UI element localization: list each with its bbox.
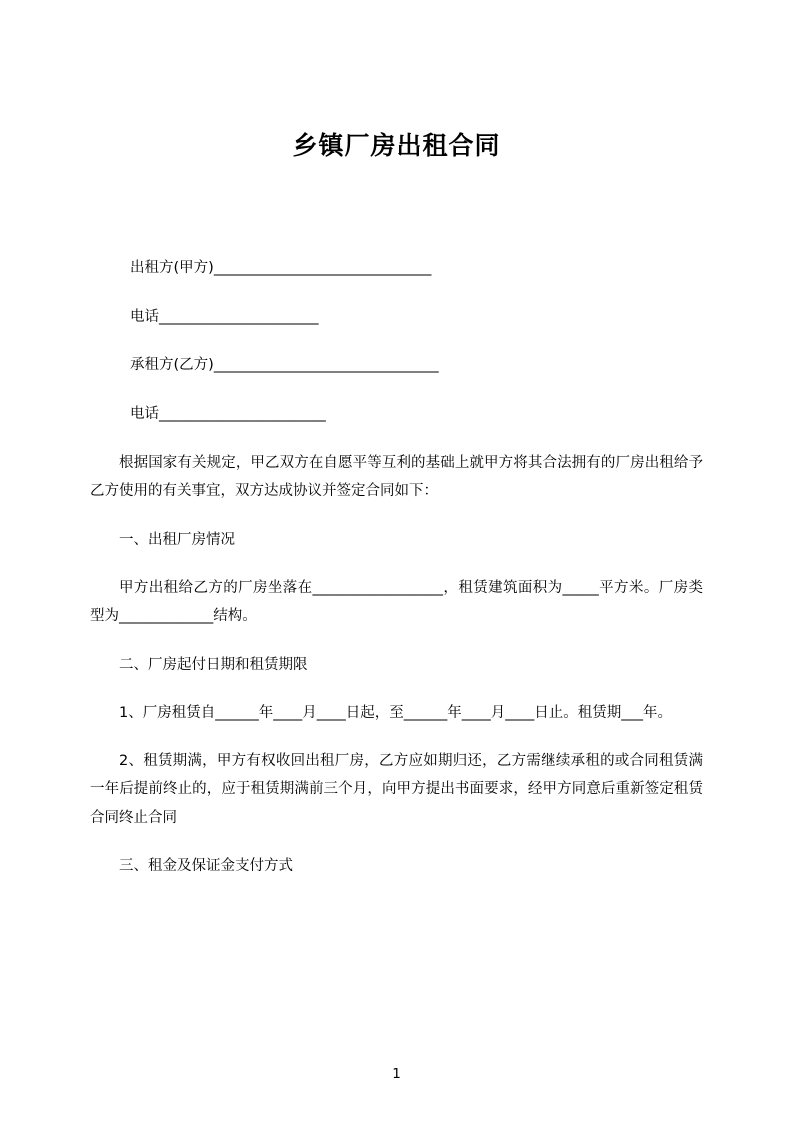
field-lessor-phone: 电话______________________ <box>130 308 319 325</box>
document-body <box>90 255 703 880</box>
field-lessor: 出租方(甲方)______________________________ <box>130 260 432 276</box>
section-heading-one: 一、出租厂房情况 <box>119 531 235 548</box>
preamble-paragraph: 根据国家有关规定，甲乙双方在自愿平等互利的基础上就甲方将其合法拥有的厂房出租给予乙方使用的有关事宜，双方达成协议并签定合同如下： <box>90 455 703 500</box>
section-two-item-1: 1、厂房租赁自______年____月____日起，至______年____月____日止。租赁期___年。 <box>119 704 672 721</box>
section-heading-three: 三、租金及保证金支付方式 <box>119 857 293 874</box>
page-number: 1 <box>392 1066 401 1082</box>
field-lessee: 承租方(乙方)_______________________________ <box>130 357 439 374</box>
section-one-content: 甲方出租给乙方的厂房坐落在__________________，租赁建筑面积为_____平方米。厂房类型为_____________结构。 <box>90 579 703 625</box>
page-title: 乡镇厂房出租合同 <box>292 131 501 160</box>
section-heading-two: 二、厂房起付日期和租赁期限 <box>119 656 308 673</box>
section-two-item-2: 2、租赁期满，甲方有权收回出租厂房，乙方应如期归还，乙方需继续承租的或合同租赁满一年后提前终止的，应于租赁期满前三个月，向甲方提出书面要求，经甲方同意后重新签定租赁合同终止合同 <box>90 753 703 826</box>
field-lessee-phone: 电话_______________________ <box>130 405 326 422</box>
